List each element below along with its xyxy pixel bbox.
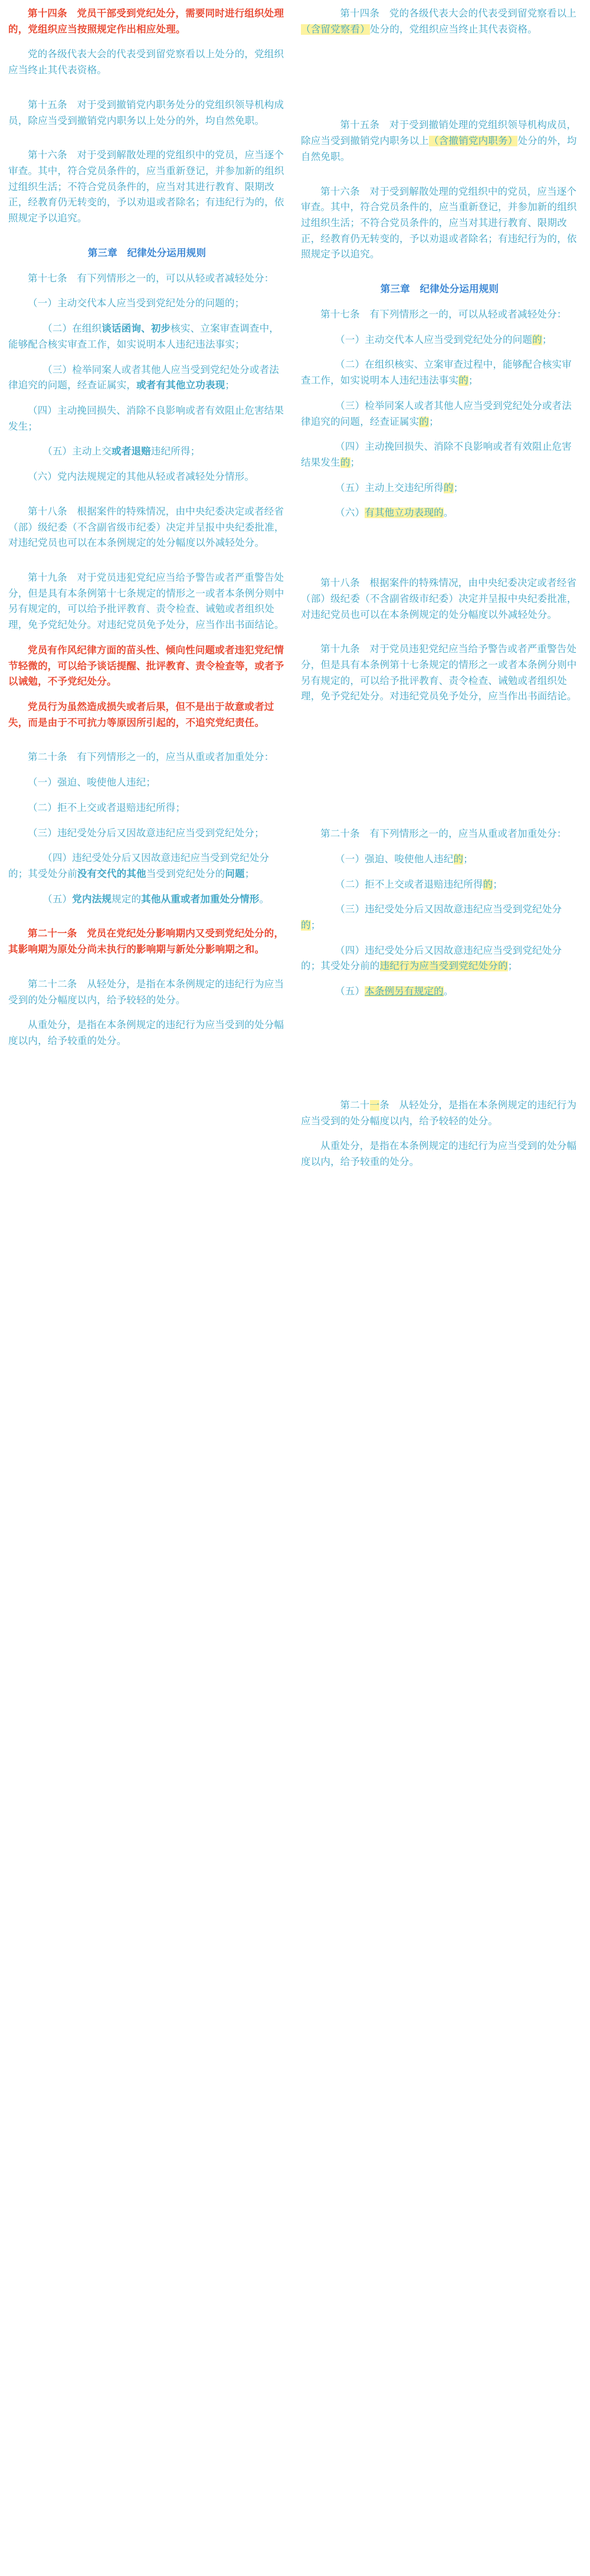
spacer	[8, 561, 286, 570]
highlight-text: 的	[483, 879, 493, 890]
emphasis-text: 问题	[225, 869, 245, 880]
paragraph-article-17-item-6-right: （六）有其他立功表现的。	[320, 508, 454, 519]
paragraph-article-15-left: 第十五条 对于受到撤销党内职务处分的党组织领导机构成员，除应当受到撤销党内职务以上处分的外，均自然免职。	[8, 99, 284, 126]
emphasis-text: 或者有其他立功表现	[136, 380, 225, 391]
paragraph-article-17-item-3-right: （三）检举同案人或者其他人应当受到党纪处分或者法律追究的问题，经查证属实的；	[301, 400, 572, 427]
paragraph-article-17-item-4-right: （四）主动挽回损失、消除不良影响或者有效阻止危害结果发生的；	[301, 441, 572, 468]
paragraph-article-17-item-2-left: （二）在组织谈话函询、初步核实、立案审查调查中，能够配合核实审查工作，如实说明本人违纪违法事实；	[8, 323, 279, 350]
spacer	[8, 138, 286, 148]
paragraph-article-20-item-5-right: （五）本条例另有规定的。	[320, 986, 454, 997]
paragraph-article-19-right: 第十九条 对于党员违犯党纪应当给予警告或者严重警告处分，但是具有本条例第十七条规定的情形之一或者本条例分则中另有规定的，可以给予批评教育、责令检查、诫勉或者组织处理，免予党纪处分。对违纪党员免予处分，应当作出书面结论。	[301, 644, 577, 702]
spacer	[301, 1009, 578, 1098]
spacer	[8, 236, 286, 246]
paragraph-article-17-item-5-left: （五）主动上交或者退赔违纪所得；	[28, 446, 201, 457]
spacer	[8, 740, 286, 749]
heading-chapter-3-right: 第三章 纪律处分运用规则	[380, 284, 499, 295]
spacer	[301, 632, 578, 641]
paragraph-article-20-item-3-right: （三）违纪受处分后又因故意违纪应当受到党纪处分的；	[301, 904, 562, 931]
paragraph-article-18-left: 第十八条 根据案件的特殊情况，由中央纪委决定或者经省（部）级纪委（不含副省级市纪委）决定并呈报中央纪委批准，对违纪党员也可以在本条例规定的处分幅度以外减轻处分。	[8, 506, 284, 549]
paragraph-article-19-add-1-left: 党员有作风纪律方面的苗头性、倾向性问题或者违犯党纪情节轻微的，可以给予谈话提醒、批评教育、责令检查等，或者予以诫勉，不予党纪处分。	[8, 644, 284, 688]
highlight-text: 的	[340, 457, 350, 468]
spacer	[8, 495, 286, 504]
paragraph-article-14-right: 第十四条 党的各级代表大会的代表受到留党察看以上（含留党察看）处分的，党组织应当终止其代表资格。	[301, 8, 577, 35]
paragraph-article-17-item-6-left: （六）党内法规规定的其他从轻或者减轻处分情形。	[28, 472, 255, 483]
paragraph-article-22-second-left: 从重处分，是指在本条例规定的违纪行为应当受到的处分幅度以内，给予较重的处分。	[8, 1020, 284, 1047]
highlight-text: （含撤销党内职务）	[429, 136, 518, 147]
paragraph-article-17-item-3-left: （三）检举同案人或者其他人应当受到党纪处分或者法律追究的问题，经查证属实，或者有其他立功表现；	[8, 364, 279, 391]
spacer	[301, 175, 578, 184]
spacer	[8, 88, 286, 97]
paragraph-article-20-item-2-right: （二）拒不上交或者退赔违纪所得的；	[320, 879, 503, 890]
highlight-text: 的	[458, 375, 468, 387]
paragraph-article-21-second-right: 从重处分，是指在本条例规定的违纪行为应当受到的处分幅度以内，给予较重的处分。	[301, 1141, 577, 1168]
paragraph-article-15-right: 第十五条 对于受到撤销处理的党组织领导机构成员，除应当受到撤销党内职务以上（含撤销党内职务）处分的外，均自然免职。	[301, 120, 577, 162]
highlight-text: 本条例另有规定的	[365, 986, 444, 997]
highlight-text: 的	[443, 482, 454, 493]
paragraph-article-19-add-2-left: 党员行为虽然造成损失或者后果，但不是出于故意或者过失，而是由于不可抗力等原因所引起的，不追究党纪责任。	[8, 702, 274, 728]
left-column	[8, 6, 286, 1059]
paragraph-article-19-left: 第十九条 对于党员违犯党纪应当给予警告或者严重警告处分，但是具有本条例第十七条规定的情形之一或者本条例分则中另有规定的，可以给予批评教育、责令检查、诫勉或者组织处理，免予党纪处分。对违纪党员免予处分，应当作出书面结论。	[8, 572, 284, 631]
highlight-text: 违纪行为应当受到党纪处分的	[379, 961, 508, 972]
highlight-text: 的	[419, 416, 430, 427]
highlight-text: 有其他立功表现的	[365, 508, 444, 519]
emphasis-text: 谈话函询、初步	[101, 323, 171, 335]
paragraph-article-17-right: 第十七条 有下列情形之一的，可以从轻或者减轻处分：	[320, 309, 567, 320]
highlight-text: 的	[453, 853, 464, 865]
emphasis-text: 党内法规	[72, 893, 112, 905]
paragraph-article-21-left: 第二十一条 党员在党纪处分影响期内又受到党纪处分的，其影响期为原处分尚未执行的影响期与新处分影响期之和。	[8, 928, 284, 955]
paragraph-article-20-item-5-left: （五）党内法规规定的其他从重或者加重处分情形。	[28, 893, 270, 905]
right-column	[301, 6, 578, 1180]
paragraph-article-18-right: 第十八条 根据案件的特殊情况，由中央纪委决定或者经省（部）级纪委（不含副省级市纪委）决定并呈报中央纪委批准，对违纪党员也可以在本条例规定的处分幅度以外减轻处分。	[301, 578, 577, 620]
paragraph-article-20-item-1-left: （一）强迫、唆使他人违纪；	[28, 777, 156, 788]
highlight-text: 的	[301, 920, 311, 931]
spacer	[301, 272, 578, 282]
paragraph-article-16-left: 第十六条 对于受到解散处理的党组织中的党员，应当逐个审查。其中，符合党员条件的，应当重新登记，并参加新的组织过组织生活；不符合党员条件的，应当对其进行教育、限期改正，经教育仍无转变的，予以劝退或者除名；有违纪行为的，依照规定予以追究。	[8, 150, 284, 224]
spacer	[301, 47, 578, 117]
paragraph-article-20-item-4-right: （四）违纪受处分后又因故意违纪应当受到党纪处分的；其受处分前的违纪行为应当受到党纪处分的；	[301, 945, 562, 972]
spacer	[8, 967, 286, 977]
spacer	[301, 714, 578, 826]
paragraph-article-20-item-2-left: （二）拒不上交或者退赔违纪所得；	[28, 802, 186, 813]
paragraph-article-22-left: 第二十二条 从轻处分，是指在本条例规定的违纪行为应当受到的处分幅度以内，给予较轻的处分。	[8, 978, 284, 1006]
emphasis-text: 没有交代的其他	[77, 869, 146, 880]
paragraph-article-17-item-5-right: （五）主动上交违纪所得的；	[320, 482, 464, 493]
paragraph-article-16-right: 第十六条 对于受到解散处理的党组织中的党员，应当逐个审查。其中，符合党员条件的，应当重新登记，并参加新的组织过组织生活；不符合党员条件的，应当对其进行教育、限期改正，经教育仍无转变的，予以劝退或者除名；有违纪行为的，依照规定予以追究。	[301, 186, 577, 260]
paragraph-article-17-left: 第十七条 有下列情形之一的，可以从轻或者减轻处分：	[28, 273, 274, 284]
highlight-text: 的	[532, 334, 542, 345]
two-column-comparison	[8, 6, 582, 1180]
paragraph-article-20-item-3-left: （三）违纪受处分后又因故意违纪应当受到党纪处分；	[28, 827, 264, 839]
highlight-text: （含留党察看）	[301, 24, 370, 35]
paragraph-article-17-item-2-right: （二）在组织核实、立案审查过程中，能够配合核实审查工作，如实说明本人违纪违法事实的；	[301, 359, 572, 387]
emphasis-text: 其他从重或者加重处分情形	[141, 893, 260, 905]
paragraph-article-20-item-1-right: （一）强迫、唆使他人违纪的；	[320, 853, 473, 865]
highlight-text: 一	[369, 1099, 380, 1111]
paragraph-article-17-item-1-right: （一）主动交代本人应当受到党纪处分的问题的；	[320, 334, 552, 345]
paragraph-article-14-left: 第十四条 党员干部受到党纪处分，需要同时进行组织处理的，党组织应当按照规定作出相应处理。	[8, 8, 284, 35]
paragraph-article-20-item-4-left: （四）违纪受处分后又因故意违纪应当受到党纪处分的；其受处分前没有交代的其他当受到党纪处分的问题；	[8, 853, 270, 880]
paragraph-article-17-item-1-left: （一）主动交代本人应当受到党纪处分的问题的；	[28, 298, 245, 309]
heading-chapter-3-left: 第三章 纪律处分运用规则	[87, 247, 206, 258]
paragraph-delegate-qualification-left: 党的各级代表大会的代表受到留党察看以上处分的，党组织应当终止其代表资格。	[8, 49, 284, 76]
spacer	[8, 917, 286, 926]
spacer	[301, 531, 578, 575]
paragraph-article-17-item-4-left: （四）主动挽回损失、消除不良影响或者有效阻止危害结果发生；	[8, 405, 284, 432]
paragraph-article-20-left: 第二十条 有下列情形之一的，应当从重或者加重处分：	[28, 752, 274, 763]
paragraph-article-20-right: 第二十条 有下列情形之一的，应当从重或者加重处分：	[320, 829, 567, 840]
paragraph-article-21-right: 第二十一条 从轻处分，是指在本条例规定的违纪行为应当受到的处分幅度以内，给予较轻的处分。	[301, 1099, 577, 1127]
emphasis-text: 或者退赔	[112, 446, 151, 457]
